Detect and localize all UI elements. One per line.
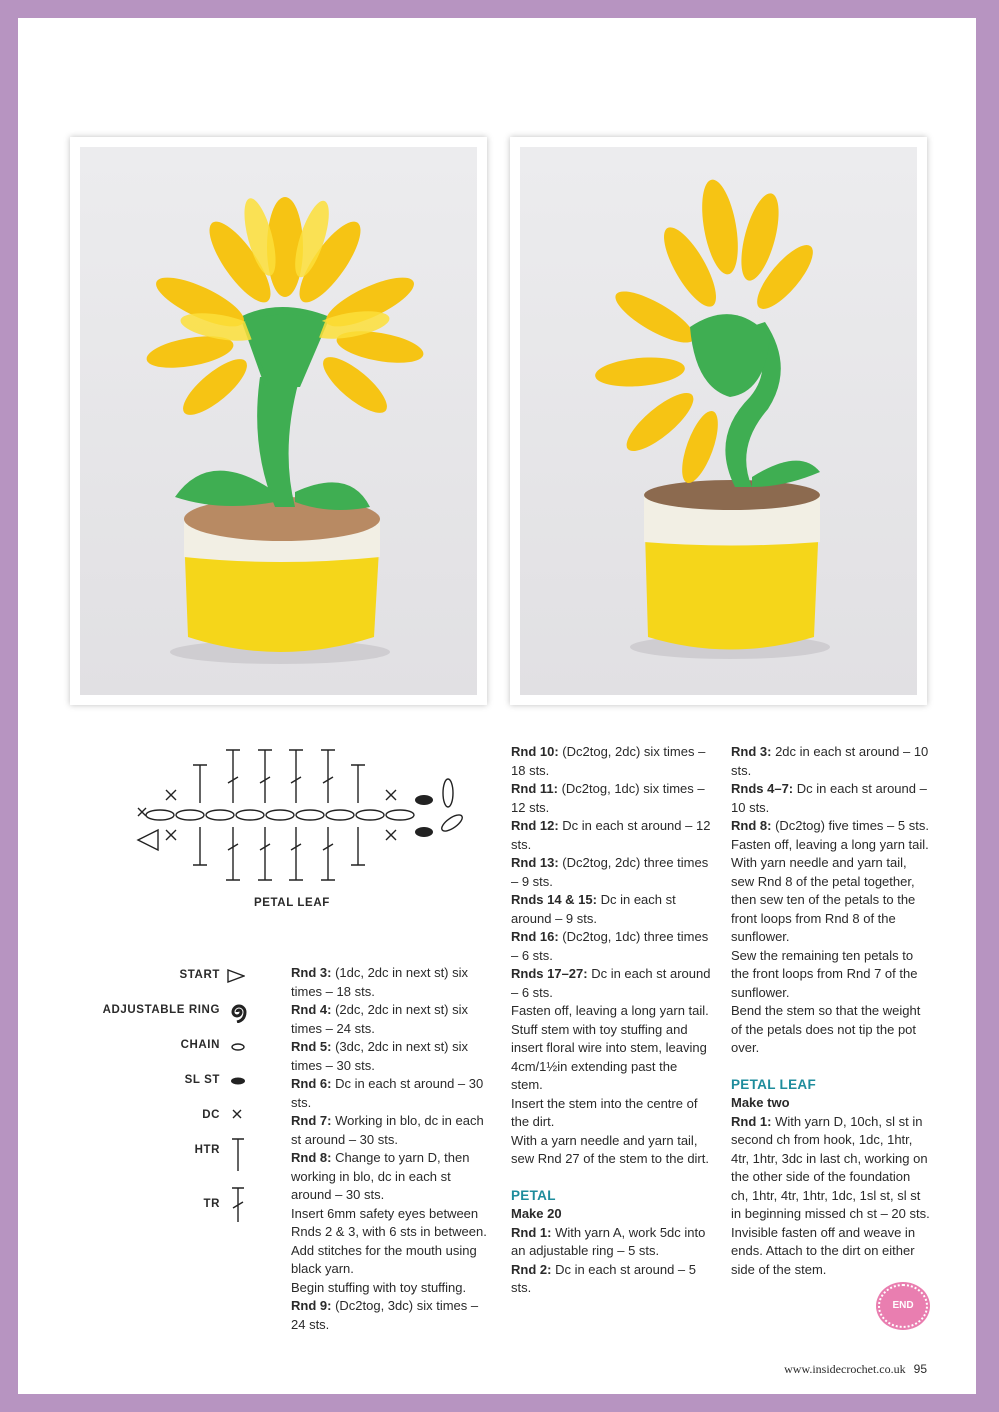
instruction-text: (Dc2tog, 2dc) six times – 18 sts. [511,744,706,778]
key-start-label: START [179,969,220,981]
htr-icon [230,1137,246,1173]
instruction-text: (Dc2tog) five times – 5 sts. [771,818,929,833]
instruction-line [511,965,711,1002]
instruction-line [511,817,711,854]
instruction-text: Fasten off, leaving a long yarn tail. [511,1003,709,1018]
round-label: Rnd 8: [291,1150,332,1165]
make-count-petal: Make 20 [511,1206,562,1221]
key-adjustable-ring-label: ADJUSTABLE RING [102,1004,220,1016]
round-label: Rnd 16: [511,929,559,944]
round-label: Rnd 12: [511,818,559,833]
instruction-line [511,891,711,928]
instruction-line [291,1001,491,1038]
instruction-line [291,964,491,1001]
instruction-line [291,1075,491,1112]
instruction-text: Dc in each st around – 12 sts. [511,818,711,852]
instruction-line [511,1132,711,1169]
start-marker [138,830,158,850]
chart-caption: PETAL LEAF [254,897,330,909]
key-sl-st-label: SL ST [184,1074,220,1086]
instruction-text: Stuff stem with toy stuffing and insert floral wire into stem, leaving 4cm/1½in extending past the stem. [511,1021,707,1092]
instruction-text: With yarn A, work 5dc into an adjustable ring – 5 sts. [511,1224,706,1258]
column-3 [731,743,931,1279]
petal-leaf-chart [130,745,470,885]
instruction-text: (2dc, 2dc in next st) six times – 24 sts. [291,1002,469,1036]
round-label: Rnd 3: [291,965,332,980]
column-2 [511,743,711,1298]
instruction-line [291,1112,491,1149]
round-label: Rnd 11: [511,781,558,796]
end-badge: END [878,1284,928,1328]
instruction-line [731,854,931,947]
instruction-text: Add stitches for the mouth using black yarn. [291,1242,477,1276]
instruction-line [731,780,931,817]
adjustable-ring-icon [229,1001,249,1023]
instruction-text: Working in blo, dc in each st around – 30 sts. [291,1113,484,1147]
instruction-text: Fasten off, leaving a long yarn tail. [731,836,929,852]
instruction-line [731,1224,931,1280]
instruction-text: (Dc2tog, 2dc) three times – 9 sts. [511,855,709,889]
section-heading-petal: PETAL [511,1187,556,1203]
instruction-line [291,1279,491,1298]
instruction-line [731,947,931,1003]
instruction-text: Dc in each st around – 5 sts. [511,1261,696,1295]
instruction-line [511,1261,711,1298]
make-count-petal-leaf: Make two [731,1095,790,1110]
sunflower-front-illustration [80,147,477,695]
instruction-line [291,1038,491,1075]
instruction-text: (1dc, 2dc in next st) six times – 18 sts. [291,965,469,999]
round-label: Rnd 8: [731,818,772,833]
instruction-text: (Dc2tog, 1dc) three times – 6 sts. [511,929,709,963]
instruction-line [511,780,711,817]
instruction-line [731,1002,931,1058]
round-label: Rnd 5: [291,1039,332,1054]
instruction-text: Insert 6mm safety eyes between Rnds 2 & 3, with 6 sts in between. [291,1205,487,1239]
instruction-text: With yarn needle and yarn tail, sew Rnd 8 of the petal together, then sew ten of the petals to the front loops from Rnd 8 of the sunflower. [731,855,916,944]
instruction-line [511,928,711,965]
instruction-text: Insert the stem into the centre of the dirt. [511,1095,698,1129]
section-heading-petal-leaf: PETAL LEAF [731,1076,817,1092]
photo-front [70,137,487,705]
instruction-line [511,854,711,891]
round-label: Rnds 17–27: [511,966,588,981]
instruction-line [511,1021,711,1095]
instruction-line [731,743,931,780]
sl-st-icon [230,1076,246,1086]
key-htr-label: HTR [194,1144,220,1156]
instruction-text: With yarn D, 10ch, sl st in second ch from hook, 1dc, 1htr, 4tr, 1htr, 3dc in last ch, working on the other side of the foundation ch, 1htr, 4tr, 1htr, 1dc, 1sl st, sl st in beginning missed ch st – 20 sts. [731,1113,930,1221]
footer-url[interactable]: www.insidecrochet.co.uk [784,1362,906,1376]
page-number: 95 [913,1362,927,1376]
round-label: Rnds 14 & 15: [511,892,597,907]
key-chain-label: CHAIN [180,1039,220,1051]
key-dc-label: DC [202,1109,220,1121]
instruction-text: Dc in each st around – 10 sts. [731,781,927,815]
instruction-line [731,817,931,836]
instruction-text: With a yarn needle and yarn tail, sew Rnd 27 of the stem to the dirt. [511,1132,709,1166]
round-label: Rnd 2: [511,1261,552,1277]
instruction-text: Change to yarn D, then working in blo, dc in each st around – 30 sts. [291,1150,470,1202]
instruction-text: Dc in each st around – 6 sts. [511,966,711,1000]
instruction-line [511,1224,711,1261]
round-label: Rnd 7: [291,1113,332,1128]
start-icon [227,969,245,983]
instruction-line [291,1297,491,1334]
chain-row [146,810,414,820]
instruction-text: Sew the remaining ten petals to the front loops from Rnd 7 of the sunflower. [731,947,918,1000]
instruction-text: (Dc2tog, 3dc) six times – 24 sts. [291,1298,479,1332]
instruction-line [291,1149,491,1205]
instruction-line [291,1242,491,1279]
instruction-text: Invisible fasten off and weave in ends. Attach to the dirt on either side of the stem. [731,1224,916,1277]
round-label: Rnd 13: [511,855,559,870]
instruction-text: Bend the stem so that the weight of the petals does not tip the pot over. [731,1003,921,1055]
round-label: Rnd 9: [291,1298,332,1313]
instruction-line [511,1002,711,1021]
instruction-text: (3dc, 2dc in next st) six times – 30 sts. [291,1039,469,1073]
instruction-line [291,1205,491,1242]
sunflower-side-illustration [520,147,917,695]
instruction-line [731,836,931,855]
instruction-text: Begin stuffing with toy stuffing. [291,1279,467,1295]
round-label: Rnds 4–7: [731,781,794,796]
instruction-line [511,1095,711,1132]
round-label: Rnd 4: [291,1002,332,1017]
key-tr-label: TR [203,1198,220,1210]
instruction-text: Dc in each st around – 9 sts. [511,892,676,926]
instruction-line [511,743,711,780]
round-label: Rnd 3: [731,744,772,759]
footer [784,1362,927,1377]
tr-icon [230,1186,246,1224]
instruction-text: Dc in each st around – 30 sts. [291,1076,484,1110]
photo-side [510,137,927,705]
round-label: Rnd 6: [291,1076,332,1091]
round-label: Rnd 10: [511,744,559,759]
instruction-line [731,1113,931,1224]
round-label: Rnd 1: [511,1224,552,1240]
instruction-text: 2dc in each st around – 10 sts. [731,744,929,778]
round-label: Rnd 1: [731,1113,772,1129]
dc-icon [231,1108,243,1120]
column-1 [291,964,491,1334]
instruction-text: (Dc2tog, 1dc) six times – 12 sts. [511,781,705,815]
chain-icon [230,1042,246,1052]
